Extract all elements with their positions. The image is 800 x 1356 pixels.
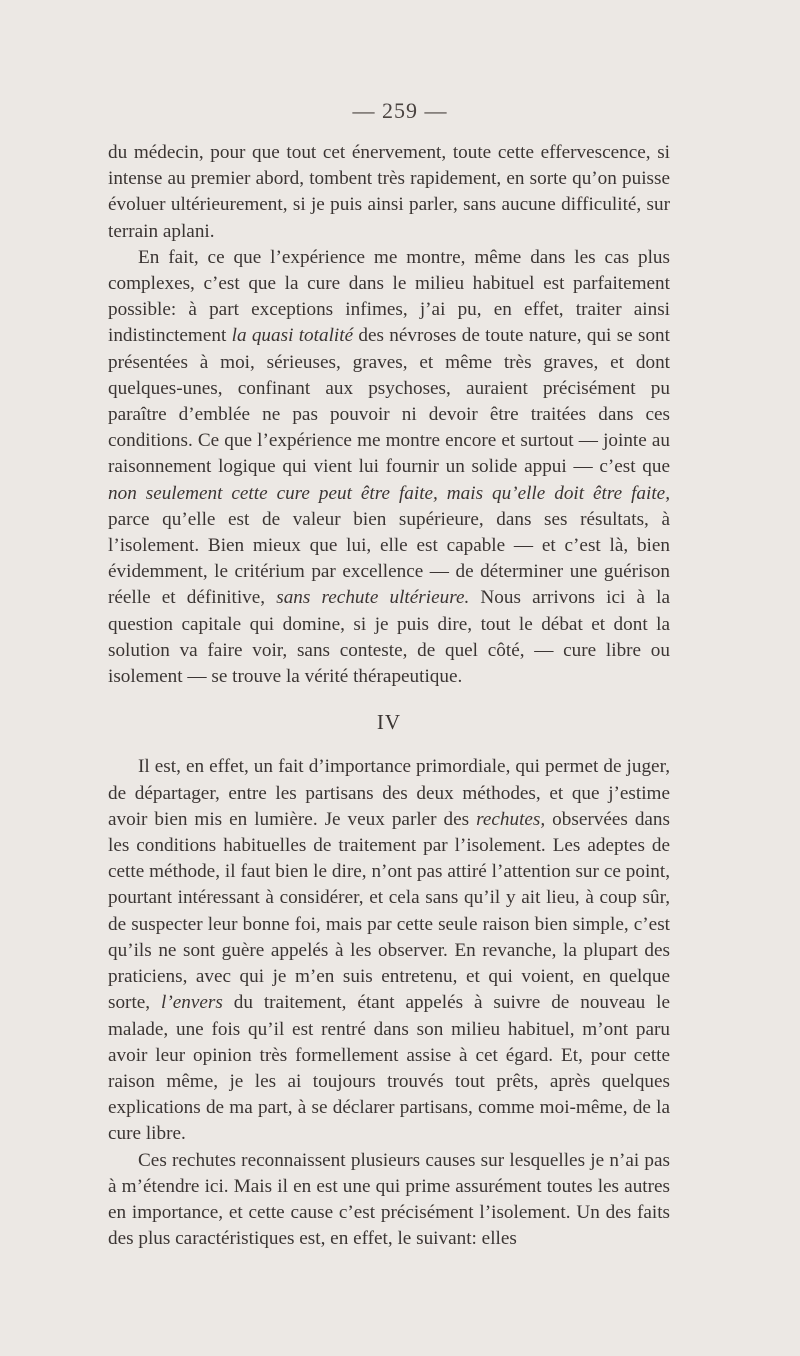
text-run: Ces rechutes reconnaissent plusieurs causes sur lesquelles je n’ai pas à m’étendre ici. Mais il en est une qui prime assurément toutes les autres en importance, et cette cause c’est précisément l’isolement. Un des faits des plus caractéristiques est, en effet, le suivant: elles (108, 1149, 670, 1250)
body-text (108, 140, 670, 1252)
page-number: — 259 — (352, 98, 448, 123)
paragraph (108, 140, 670, 245)
italic-run: la quasi totalité (231, 325, 354, 347)
italic-run: non seulement cette cure peut être faite, mais qu’elle doit être faite, (108, 482, 670, 504)
text-run: du traitement, étant appelés à suivre de nouveau le malade, une fois qu’il est rentré dans son milieu habituel, m’ont paru avoir leur opinion très formellement assise à cet égard. Et, pour cette raison même, je les ai toujours trouvés tout prêts, après quelques explications de ma part, à se déclarer partisans, comme moi-même, de la cure libre. (108, 992, 670, 1145)
text-run: Nous arrivons ici à la question capitale qui domine, si je puis dire, tout le débat et dont la solution va faire voir, sans conteste, de quel côté, — cure libre ou isolement — se trouve la vérité thérapeutique. (108, 587, 670, 688)
text-run: du médecin, pour que tout cet énervement, toute cette effervescence, si intense au premier abord, tombent très rapidement, en sorte qu’on puisse évoluer ultérieurement, si je puis ainsi parler, sans aucune difficulité, sur terrain aplani. (108, 142, 670, 242)
paragraph (108, 245, 670, 690)
text-run: Il est, en effet, un fait d’importance primordiale, qui permet de juger, de départager, entre les partisans des deux méthodes, et que j’estime avoir bien mis en lumière. Je veux parler des (108, 756, 670, 830)
text-run: observées dans les conditions habituelles de traitement par l’isolement. Les adeptes de cette méthode, il faut bien le dire, n’ont pas attiré l’attention sur ce point, pourtant intéressant à considérer, et cela sans qu’il y ait lieu, à coup sûr, de suspecter leur bonne foi, mais par cette seule raison bien simple, c’est qu’ils ne sont guère appelés à les observer. En revanche, la plupart des praticiens, avec qui je m’en suis entretenu, et qui voient, en quelque sorte, (108, 808, 670, 1014)
paragraph (108, 754, 670, 1147)
text-run: En fait, ce que l’expérience me montre, même dans les cas plus complexes, c’est que la cure dans le milieu habituel est parfaitement possible: à part exceptions infimes, j’ai pu, en effet, traiter ainsi indistinctement (108, 246, 670, 347)
paragraph (108, 1148, 670, 1253)
italic-run: sans rechute ultérieure. (276, 587, 470, 609)
text-run: parce qu’elle est de valeur bien supérieure, dans ses résultats, à l’isolement. Bien mieux que lui, elle est capable — et c’est là, bien évidemment, le critérium par excellence — de déterminer une guérison réelle et définitive, (108, 508, 670, 609)
paragraphs-before-section (108, 140, 670, 690)
italic-run: l’envers (161, 992, 223, 1014)
section-heading: IV (376, 710, 402, 735)
italic-run: rechutes, (476, 808, 546, 830)
paragraphs-after-section (108, 754, 670, 1252)
text-run: des névroses de toute nature, qui se sont présentées à moi, sérieuses, graves, et même très graves, et dont quelques-unes, confinant aux psychoses, auraient précisément pu paraître d’emblée ne pas pouvoir ni devoir être traitées dans ces conditions. Ce que l’expérience me montre encore et surtout — jointe au raisonnement logique qui vient lui fournir un solide appui — c’est que (108, 325, 670, 478)
